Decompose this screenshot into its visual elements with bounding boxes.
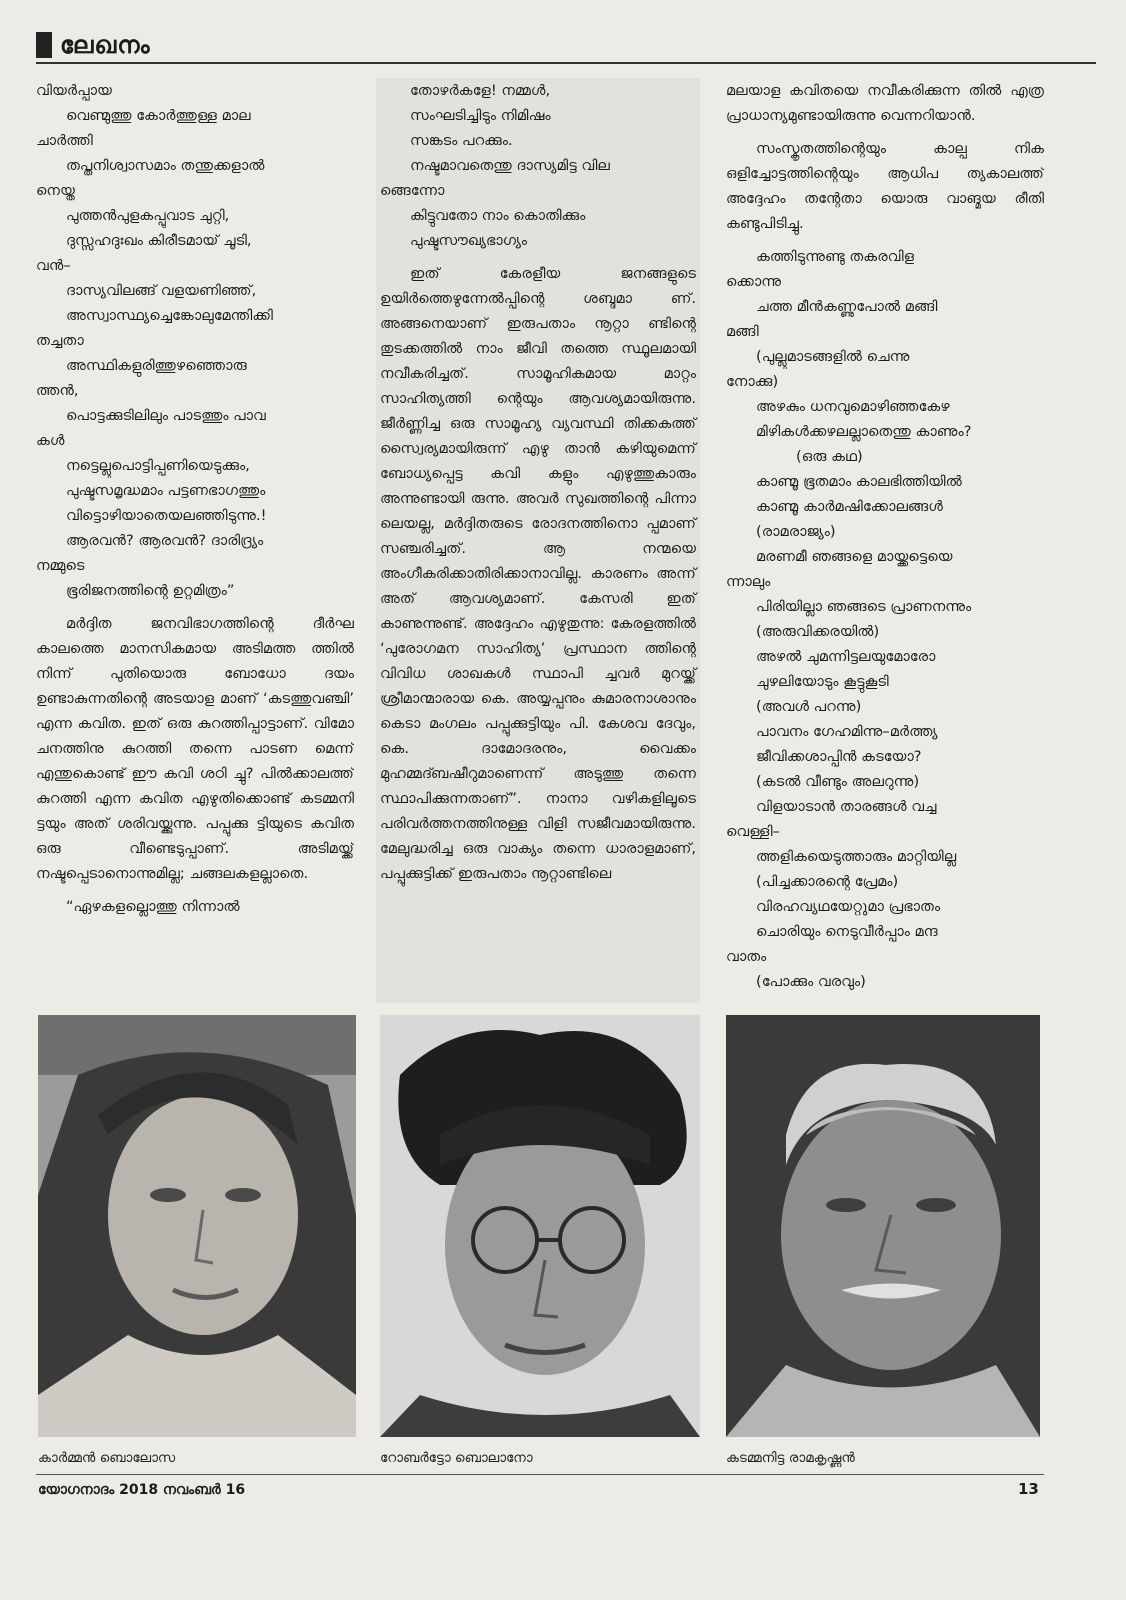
poem-line: വിരഹവ്യഥയേറ്റുമാ പ്രഭാതം xyxy=(756,898,941,915)
poem-line: അഴകും ധനവുമൊഴിഞ്ഞകേഴ xyxy=(756,398,950,415)
poem-line: വെള്ളി– xyxy=(726,823,780,840)
poem-line: പുത്തൻപുളകപ്പുവാട ചുറ്റി, xyxy=(66,207,230,224)
article-paragraph: സംസ്കൃതത്തിന്റെയും കാല്പ നിക ഒളിച്ചോട്ടത്തിന്റെയും ആധിപ ത്യകാലത്ത് അദ്ദേഹം തന്റേതാ യൊരു വാങ്മയ രീതി കണ്ടുപിടിച്ചു. xyxy=(726,140,1044,232)
poem-line: ഭൂരിജനത്തിന്റെ ഉറ്റമിത്രം” xyxy=(66,582,235,599)
poem-line: ത്തൻ, xyxy=(36,382,79,399)
poem-line: ദാസ്യവിലങ്ങ് വളയണിഞ്ഞ്, xyxy=(66,282,257,299)
poem-line: വിളയാടാൻ താരങ്ങൾ വച്ച xyxy=(756,798,937,815)
poem-line: നമ്മുടെ xyxy=(36,557,85,574)
poem-line: തപ്തനിശ്വാസമാം തന്തുക്കളാൽ xyxy=(66,157,265,174)
publication-info: യോഗനാദം 2018 നവംബർ 16 xyxy=(38,1482,246,1498)
poem-line: ക്കൊന്നു xyxy=(726,273,782,290)
poem-line: (പിച്ചക്കാരന്റെ പ്രേമം) xyxy=(756,873,899,890)
poem-line: ചൊരിയും നെടുവീർപ്പാം മന്ദ xyxy=(756,923,938,940)
poem-excerpt-1 xyxy=(36,78,354,603)
article-column-3 xyxy=(726,78,1044,1003)
poem-line: പുഷ്ടസൗഖ്യഭാഗ്യം xyxy=(410,232,528,249)
poem-line: (പോക്കും വരവും) xyxy=(756,973,866,990)
poem-line: മരണമീ ഞങ്ങളെ മായ്ക്കട്ടെയെ xyxy=(756,548,953,565)
portrait-photo-roberto-bolano xyxy=(380,1015,700,1437)
article-paragraph: ഇത് കേരളീയ ജനങ്ങളുടെ ഉയിർത്തെഴുന്നേൽപ്പിന്റെ ശബ്ദമാ ണ്. അങ്ങനെയാണ് ഇരുപതാം നൂറ്റാ ണ്ടിന്റെ തുടക്കത്തിൽ നാം ജീവി തത്തെ സ്ഥൂലമായി നവീകരിച്ചത്. സാമൂഹികമായ മാറ്റം സാഹിത്യത്തി ന്റെയും ആവശ്യമായിരുന്നു. ജീർണ്ണിച്ച ഒരു സാമൂഹ്യ വ്യവസ്ഥി തിക്കകത്ത് സ്വൈര്യമായിരുന്ന് എഴു താൻ കഴിയുമെന്ന് ബോധ്യപ്പെട്ട കവി കളും എഴുത്തുകാരും അന്നുണ്ടായി രുന്നു. അവർ സുഖത്തിന്റെ പിന്നാ ലെയല്ല, മർദ്ദിതരുടെ രോദനത്തിനൊ പ്പമാണ് സഞ്ചരിച്ചത്. ആ നന്മയെ അംഗീകരിക്കാതിരിക്കാനാവില്ല. കാരണം അന്ന് അത് ആവശ്യമാണ്. കേസരി ഇത് കാണുന്നുണ്ട്. അദ്ദേഹം എഴുതുന്നു: കേരളത്തിൽ ‘പുരോഗമന സാഹിത്യ’ പ്രസ്ഥാന ത്തിന്റെ വിവിധ ശാഖകൾ സ്ഥാപി ച്ചവർ മുറയ്ക്ക് ശ്രീമാന്മാരായ കെ. അയ്യപ്പനും കുമാരനാശാനും കെടാ മംഗലം പപ്പുക്കുട്ടിയും പി. കേശവ ദേവും, കെ. ദാമോദരനും, വൈക്കം മുഹമ്മദ്ബഷീറുമാണെന്ന് അടുത്തു തന്നെ സ്ഥാപിക്കുന്നതാണ്”. നാനാ വഴികളിലൂടെ പരിവർത്തനത്തിനുള്ള വിളി സജീവമായിരുന്നു. മേലുദ്ധരിച്ച ഒരു വാക്യം തന്നെ ധാരാളമാണ്, പപ്പുക്കുട്ടിക്ക് ഇരുപതാം നൂറ്റാണ്ടിലെ xyxy=(380,265,696,882)
poem-line: വാതം xyxy=(726,948,767,965)
poem-line: ചത്ത മീൻകണ്ണുപോൽ മങ്ങി xyxy=(756,298,938,315)
photo-caption: കാർമ്മൻ ബൊലോസ xyxy=(38,1450,176,1466)
poem-line: ദുസ്സഹദുഃഖം കിരീടമായ് ചൂടി, xyxy=(66,232,252,249)
poem-line: അസ്വാസ്ഥ്യച്ചെങ്കോലുമേന്തിക്കി xyxy=(66,307,273,324)
section-marker xyxy=(36,32,52,58)
poem-line: തോഴർകളേ! നമ്മൾ, xyxy=(410,82,551,99)
poem-line: (കടൽ വീണ്ടും അലറുന്നു) xyxy=(756,773,920,790)
poem-line: പിരിയില്ലാ ഞങ്ങടെ പ്രാണനന്നും xyxy=(756,598,972,615)
photo-caption: കടമ്മനിട്ട രാമകൃഷ്ണൻ xyxy=(726,1450,855,1466)
poem-line: കത്തിടുന്നുണ്ടു തകരവിള xyxy=(756,248,915,265)
poem-line: (രാമരാജ്യം) xyxy=(756,523,836,540)
poem-line: വെണ്മുത്തു കോർത്തുള്ള മാല xyxy=(66,107,251,124)
article-paragraph: മർദ്ദിത ജനവിഭാഗത്തിന്റെ ദീർഘ കാലത്തെ മാനസികമായ അടിമത്ത ത്തിൽ നിന്ന് പുതിയൊരു ബോധോ ദയം ഉണ്ടാകുന്നതിന്റെ അടയാള മാണ് ‘കടത്തുവഞ്ചി’ എന്ന കവിത. ഇത് ഒരു കുറത്തിപ്പാട്ടാണ്. വിമോ ചനത്തിനു കുറത്തി തന്നെ പാടണ മെന്ന് എന്തുകൊണ്ട് ഈ കവി ശഠി ച്ചു? പിൽക്കാലത്ത് കുറത്തി എന്ന കവിത എഴുതിക്കൊണ്ട് കടമ്മനി ട്ടയും അത് ശരിവയ്ക്കുന്നു. പപ്പുക്കു ട്ടിയുടെ കവിത ഒരു വീണ്ടെടുപ്പാണ്. അടിമയ്ക്ക് നഷ്ടപ്പെടാനൊന്നുമില്ല; ചങ്ങലകളല്ലാതെ. xyxy=(36,615,354,882)
poem-line: കിട്ടുവതോ നാം കൊതിക്കും xyxy=(410,207,586,224)
poem-line: നെയ്ത xyxy=(36,182,75,199)
poem-line: കാണ്മൂ ഭൂതമാം കാലഭിത്തിയിൽ xyxy=(756,473,962,490)
poem-line: അഴൽ ചുമന്നിട്ടലയുമോരോ xyxy=(756,648,936,665)
poem-line: ആരവൻ? ആരവൻ? ദാരിദ്ര്യം xyxy=(66,532,264,549)
poem-line: ജീവിക്കശാപ്പിൻ കടയോ? xyxy=(756,748,922,765)
poem-line: മിഴികൾക്കഴലല്ലാതെന്തു കാണും? xyxy=(756,423,972,440)
portrait-photo-kadammanitta-ramakrishnan xyxy=(726,1015,1040,1437)
article-column-1 xyxy=(36,78,354,1003)
poem-line: (ഒരു കഥ) xyxy=(796,448,863,465)
poem-line: “ഏഴകളല്ലൊത്തു നിന്നാൽ xyxy=(66,898,240,915)
poem-line: വൻ– xyxy=(36,257,71,274)
poem-excerpt-2 xyxy=(380,78,696,253)
poem-line: ചുഴലിയോടും കൂട്ടുകൂടി xyxy=(756,673,889,690)
poem-line: (അരുവിക്കരയിൽ) xyxy=(756,623,880,640)
poem-line: മങ്ങി xyxy=(726,323,759,340)
poem-line: കൾ xyxy=(36,432,65,449)
poem-line: ങ്ങെന്നോ xyxy=(380,182,445,199)
poem-line: (പുല്ലുമാടങ്ങളിൽ ചെന്നു xyxy=(756,348,910,365)
article-column-2 xyxy=(376,78,700,1003)
portrait-photo-carmen-boullosa xyxy=(38,1015,356,1437)
poem-line: കാണ്മൂ കാർമഷിക്കോലങ്ങൾ xyxy=(756,498,943,515)
poem-line: അസ്ഥികളുരിത്തുഴഞ്ഞൊരു xyxy=(66,357,247,374)
poem-line: സംഘടിച്ചിടും നിമിഷം xyxy=(410,107,551,124)
photo-caption: റോബർട്ടോ ബൊലാനോ xyxy=(380,1450,533,1466)
page-number: 13 xyxy=(1018,1480,1039,1498)
poem-line: നോക്കു) xyxy=(726,373,779,390)
article-paragraph: മലയാള കവിതയെ നവീകരിക്കുന്ന തിൽ എത്ര പ്രാധാന്യമുണ്ടായിരുന്നു വെന്നറിയാൻ. xyxy=(726,82,1044,124)
poem-line: ന്നാലും xyxy=(726,573,771,590)
poem-line: പാവനം ഗേഹമിന്നു–മർത്ത്യ xyxy=(756,723,938,740)
poem-line: പൊട്ടക്കുടിലിലും പാടത്തും പാവ xyxy=(66,407,266,424)
poem-line: വിട്ടൊഴിയാതെയലഞ്ഞിടുന്നു.! xyxy=(66,507,267,524)
section-header xyxy=(36,28,1096,64)
poem-line: വിയർപ്പായ xyxy=(36,82,112,99)
poem-line: (അവൾ പറന്നു) xyxy=(756,698,862,715)
poem-excerpts-3 xyxy=(726,244,1044,994)
poem-line: ചാർത്തി xyxy=(36,132,93,149)
poem-line: പുഷ്ടസമൃദ്ധമാം പട്ടണഭാഗത്തും xyxy=(66,482,266,499)
poem-line: സങ്കടം പറക്കും. xyxy=(410,132,513,149)
poem-line: ത്തളികയെടുത്താരും മാറ്റിയില്ല xyxy=(756,848,957,865)
footer-divider xyxy=(36,1474,1044,1475)
poem-line: നഷ്ടമാവതെന്തു ദാസ്യമിട്ട വില xyxy=(410,157,610,174)
section-title: ലേഖനം xyxy=(60,31,151,59)
poem-line: തച്ചതാ xyxy=(36,332,84,349)
poem-line: നട്ടെല്ലുപൊട്ടിപ്പണിയെടുക്കും, xyxy=(66,457,250,474)
